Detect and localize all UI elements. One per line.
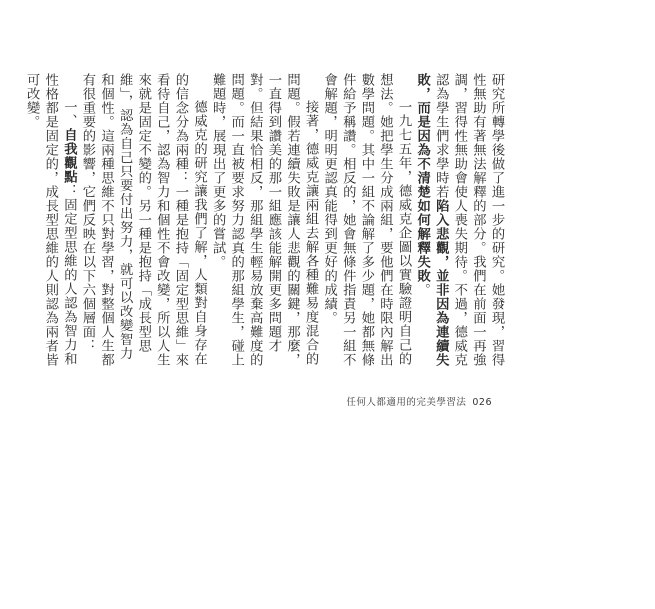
- page-footer: [346, 394, 492, 408]
- paragraph-3: [208, 73, 320, 368]
- text-segment: 一、: [61, 99, 77, 128]
- paragraph-4: [77, 73, 207, 368]
- paragraph-5: [22, 73, 78, 368]
- text-segment: ：固定型思維的人認為智力和性格都是固定的，成長型思維的人則認為兩者皆可改變。: [24, 73, 77, 367]
- page-number: 026: [472, 397, 492, 408]
- text-segment: 研究所轉學後做了進一步的研究。她發現，習得性無助有著無法解釋的部分。我們在前面一再強調，習得性無助會使人喪失期待。不過，德威克認為學生們求學時若: [433, 73, 504, 367]
- paragraph-1: [412, 73, 505, 368]
- paragraph-2: [319, 73, 412, 368]
- text-segment: 接著，德威克讓兩組去解各種難易度混合的問題。假若連續失敗是讓人悲觀的關鍵，那麼，一直得到讚美的那一組應該能解開更多問題才對。但結果恰相反，那組學生輕易放棄高難度的問題。而一直被要求努力認真的那組學生，碰上難題時，展現出了更多的嘗試。: [210, 73, 319, 367]
- book-title: 任何人都適用的完美學習法: [346, 397, 467, 408]
- vertical-text-body: [24, 73, 505, 368]
- bold-segment: 陷入悲觀，並非因為連續失敗，而是因為不清楚如何解釋失敗: [414, 73, 449, 367]
- text-segment: 一九七五年，德威克企圖以實驗證明自己的想法。她把學生分成兩組，要他們在時限內解出數學問題。其中一組不論解了多少題，她都無條件給予稱讚。相反的，她會無條件指責另一組不會解題，明明更認真能得到更好的成績。: [321, 73, 412, 367]
- text-segment: 德威克的研究讓我們了解，人類對自身存在的信念分為兩種：一種是抱持「固定型思維」來看待自己，認為智力和個性不會改變，所以人生來就是固定不變的。另一種是抱持「成長型思維」，認為自己只要付出努力，就可以改變智力和個性。這兩種思維不只對學習，對整個人生都有很重要的影響，它們反映在以下六個層面：: [79, 73, 207, 367]
- bold-segment: 自我觀點: [61, 127, 77, 184]
- text-segment: 。: [414, 283, 430, 297]
